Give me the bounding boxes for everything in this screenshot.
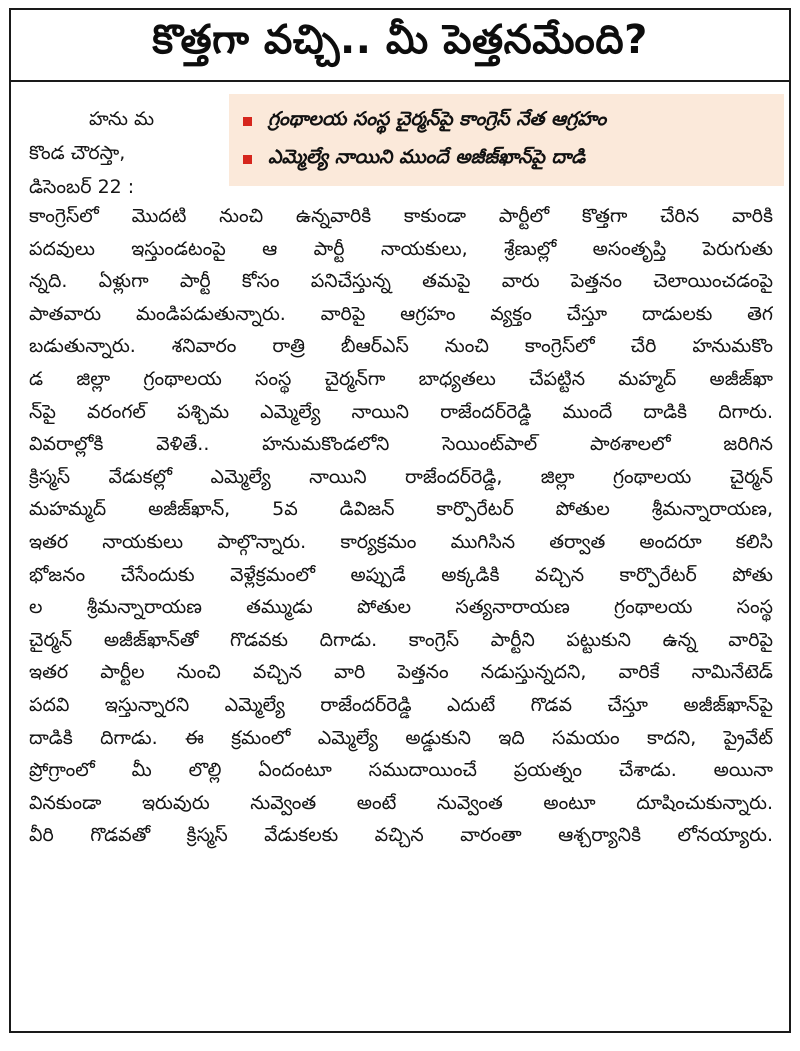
highlight-item	[243, 140, 774, 178]
body-line: పదవులు ఇస్తుండటంపై ఆ పార్టీ నాయకులు, శ్రేణుల్లో అసంతృప్తి పెరుగుతు	[29, 237, 773, 260]
body-line: కాంగ్రెస్‌లో మొదటి నుంచి ఉన్నవారికి కాకుండా పార్టీలో కొత్తగా చేరిన వారికి	[29, 205, 773, 227]
headline: కొత్తగా వచ్చి.. మీ పెత్తనమేంది?	[11, 10, 789, 82]
highlight-text: ఎమ్మెల్యే నాయిని ముందే అజీజ్‌ఖాన్‌పై దాడి	[268, 145, 586, 168]
body-line: వినకుండా ఇరువురు నువ్వెంత అంటే నువ్వెంత అంటూ దూషించుకున్నారు.	[29, 791, 773, 814]
highlight-item	[243, 102, 774, 140]
body-line: పాతవారు మండిపడుతున్నారు. వారిపై ఆగ్రహం వ్యక్తం చేస్తూ దాడులకు తెగ	[29, 302, 773, 325]
body-line: డ జిల్లా గ్రంథాలయ సంస్థ చైర్మన్‌గా బాధ్యతలు చేపట్టిన మహ్మద్ అజీజ్‌ఖా	[29, 367, 773, 390]
bullet-icon	[243, 117, 252, 126]
dateline-line: కొండ చౌరస్తా,	[29, 142, 126, 164]
highlights-box	[229, 94, 784, 186]
body-line: ఇతర నాయకులు పాల్గొన్నారు. కార్యక్రమం ముగిసిన తర్వాత అందరూ కలిసి	[29, 530, 773, 553]
body-line: వివరాల్లోకి వెళితే.. హనుమకొండలోని సెయింట్‌పాల్ పాఠశాలలో జరిగిన	[29, 433, 773, 456]
article-body	[11, 200, 789, 852]
top-row	[11, 82, 789, 200]
body-line: మహమ్మద్ అజీజ్‌ఖాన్, 5వ డివిజన్ కార్పొరేటర్ పోతుల శ్రీమన్నారాయణ,	[29, 498, 773, 521]
body-line: భోజనం చేసేందుకు వెళ్లేక్రమంలో అప్పుడే అక్కడికి వచ్చిన కార్పొరేటర్ పోతు	[29, 563, 773, 586]
body-line: ఇతర పార్టీల నుంచి వచ్చిన వారి పెత్తనం నడుస్తున్నదని, వారికే నామినేటెడ్	[29, 661, 773, 684]
body-line: ల శ్రీమన్నారాయణ తమ్ముడు పోతుల సత్యనారాయణ గ్రంథాలయ సంస్థ	[29, 596, 773, 619]
body-line: చైర్మన్ అజీజ్‌ఖాన్‌తో గొడవకు దిగాడు. కాంగ్రెస్ పార్టీని పట్టుకుని ఉన్న వారిపై	[29, 628, 773, 651]
dateline-line: హను మ	[89, 108, 155, 130]
body-line: న్నది. ఏళ్లుగా పార్టీ కోసం పనిచేస్తున్న తమపై వారు పెత్తనం చెలాయించడంపై	[29, 270, 773, 293]
body-line: ప్రోగ్రాంలో మీ లొల్లి ఏందంటూ సముదాయించే ప్రయత్నం చేశాడు. అయినా	[29, 759, 773, 782]
bullet-icon	[243, 155, 252, 164]
dateline	[29, 102, 234, 204]
dateline-line: డిసెంబర్ 22 :	[29, 176, 135, 198]
body-line: క్రిస్మస్ వేడుకల్లో ఎమ్మెల్యే నాయిని రాజేందర్‌రెడ్డి, జిల్లా గ్రంథాలయ చైర్మన్	[29, 465, 773, 488]
body-line: దాడికి దిగాడు. ఈ క్రమంలో ఎమ్మెల్యే అడ్డుకుని ఇది సమయం కాదని, ప్రైవేట్	[29, 726, 773, 749]
body-line: పదవి ఇస్తున్నారని ఎమ్మెల్యే రాజేందర్‌రెడ్డి ఎదుటే గొడవ చేస్తూ అజీజ్‌ఖాన్‌పై	[29, 693, 773, 716]
body-line: వీరి గొడవతో క్రిస్మస్ వేడుకలకు వచ్చిన వారంతా ఆశ్చర్యానికి లోనయ్యారు.	[29, 824, 773, 847]
body-line: బడుతున్నారు. శనివారం రాత్రి బీఆర్‌ఎస్ నుంచి కాంగ్రెస్‌లో చేరి హనుమకొం	[29, 335, 773, 358]
highlight-text: గ్రంథాలయ సంస్థ చైర్మన్‌పై కాంగ్రెస్ నేత ఆగ్రహం	[268, 107, 607, 130]
body-line: న్‌పై వరంగల్ పశ్చిమ ఎమ్మెల్యే నాయిని రాజేందర్‌రెడ్డి ముందే దాడికి దిగారు.	[29, 400, 773, 423]
news-clipping	[9, 8, 791, 1033]
